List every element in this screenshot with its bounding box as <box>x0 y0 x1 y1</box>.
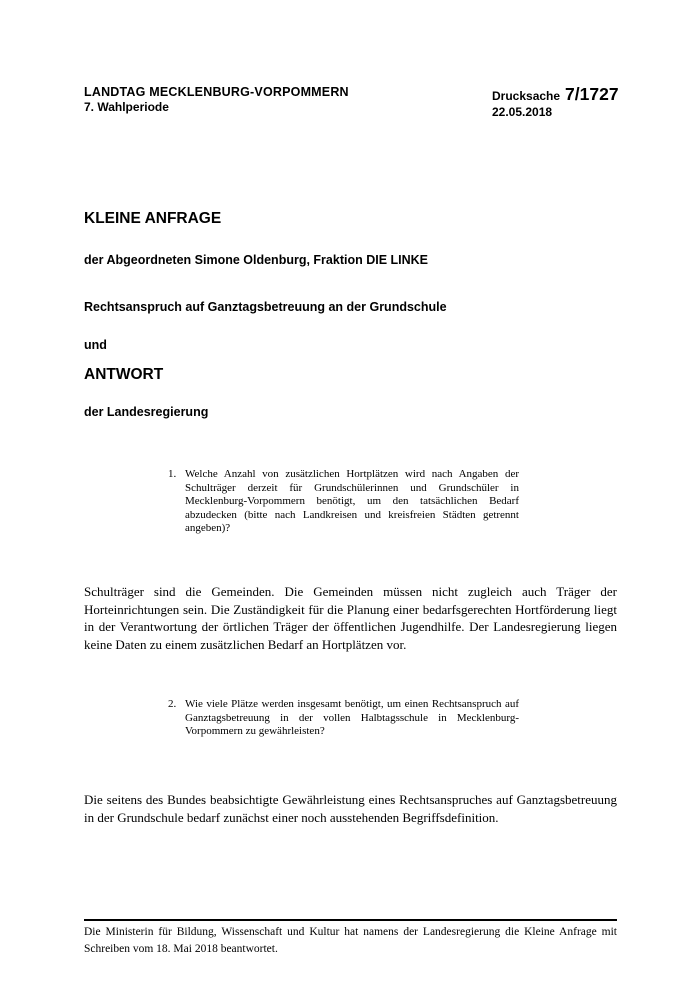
question-1-text: Welche Anzahl von zusätzlichen Hortplätzen wird nach Angaben der Schulträger derzeit für Grundschülerinnen und Grundschüler in Mecklenburg-Vorpommern benötigt, um den tatsächlichen Bedarf abzudecken (bitte nach Landkreisen und kreisfreien Städten getrennt angeben)? <box>185 468 519 534</box>
header-left <box>84 85 349 115</box>
responder-line: der Landesregierung <box>84 405 209 419</box>
drucksache-line <box>492 84 619 105</box>
question-1 <box>168 468 519 536</box>
answer-1-text: Schulträger sind die Gemeinden. Die Gemeinden müssen nicht zugleich auch Träger der Horteinrichtungen sein. Die Zuständigkeit für die Planung einer bedarfsgerechten Hortförderung liegt in der Verantwortung der örtlichen Träger der öffentlichen Jugendhilfe. Der Landesregierung liegen keine Daten zu einem zusätzlichen Bedarf an Hortplätzen vor. <box>84 584 617 652</box>
drucksache-number: 7/1727 <box>565 84 619 104</box>
header-right <box>492 84 619 119</box>
legislative-period: 7. Wahlperiode <box>84 100 169 114</box>
author-line: der Abgeordneten Simone Oldenburg, Fraktion DIE LINKE <box>84 253 429 267</box>
question-2 <box>168 698 519 739</box>
footnote-divider <box>84 919 617 921</box>
question-2-text: Wie viele Plätze werden insgesamt benötigt, um einen Rechtsanspruch auf Ganztagsbetreuung in der vollen Halbtagsschule in Mecklenburg-Vorpommern zu gewährleisten? <box>185 698 519 737</box>
footnote-text: Die Ministerin für Bildung, Wissenschaft und Kultur hat namens der Landesregierung die Kleine Anfrage mit Schreiben vom 18. Mai 2018 beantwortet. <box>84 926 617 955</box>
answer-title: ANTWORT <box>84 366 164 383</box>
document-type-title: KLEINE ANFRAGE <box>84 210 222 227</box>
subject-line: Rechtsanspruch auf Ganztagsbetreuung an der Grundschule <box>84 300 447 314</box>
answer-2-text: Die seitens des Bundes beabsichtigte Gewährleistung eines Rechtsanspruches auf Ganztagsbetreuung in der Grundschule bedarf zunächst einer noch ausstehenden Begriffsdefinition. <box>84 792 617 825</box>
question-2-number: 2. <box>168 698 177 710</box>
document-date: 22.05.2018 <box>492 105 553 119</box>
conjunction-line: und <box>84 338 107 352</box>
drucksache-label: Drucksache <box>492 89 561 103</box>
question-1-number: 1. <box>168 468 177 480</box>
parliament-name: LANDTAG MECKLENBURG-VORPOMMERN <box>84 85 349 99</box>
